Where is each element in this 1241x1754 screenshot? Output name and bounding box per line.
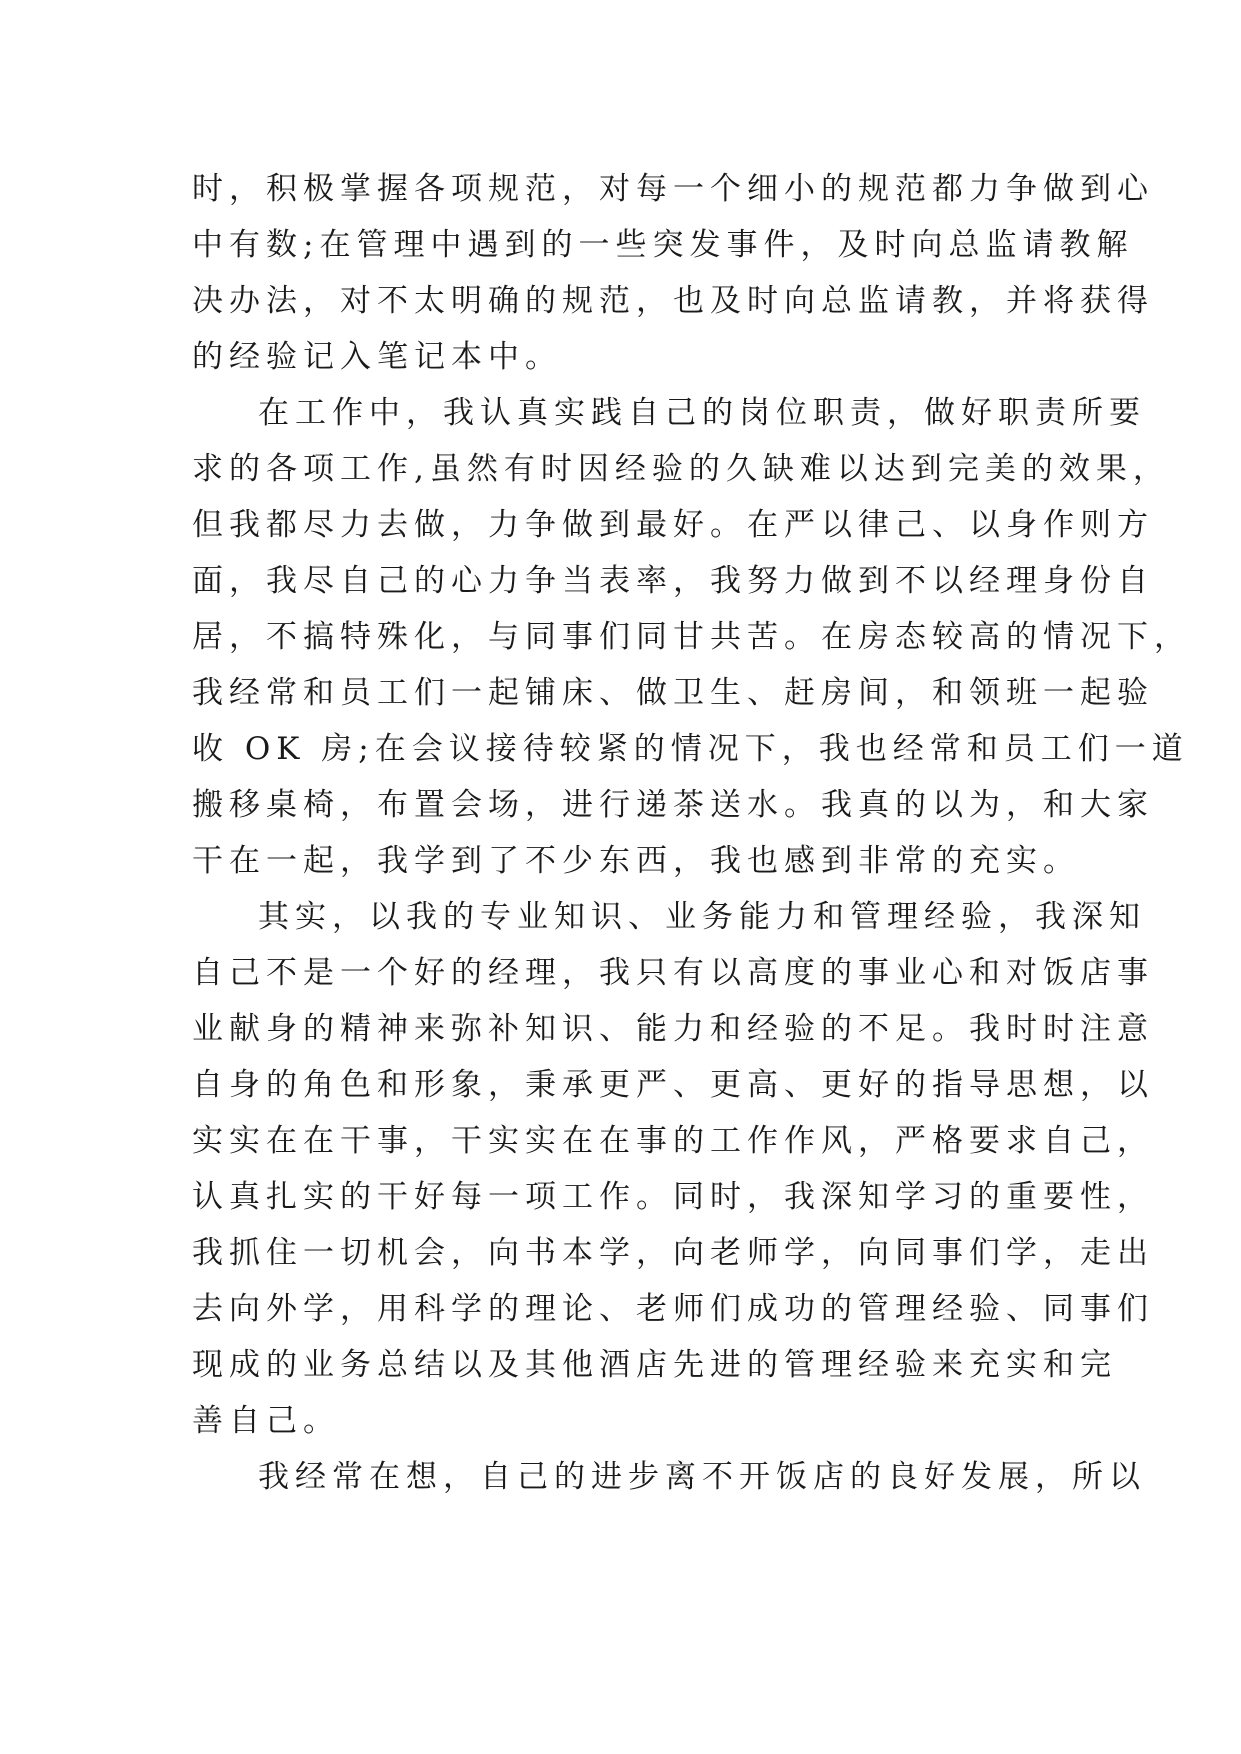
text-line: 但我都尽力去做，力争做到最好。在严以律己、以身作则方 xyxy=(192,507,1154,543)
text-line: 中有数;在管理中遇到的一些突发事件，及时向总监请教解 xyxy=(192,227,1134,263)
text-line: 时，积极掌握各项规范，对每一个细小的规范都力争做到心 xyxy=(192,171,1154,207)
text-line: 善自己。 xyxy=(192,1403,340,1439)
text-line: 居，不搞特殊化，与同事们同甘共苦。在房态较高的情况下， xyxy=(192,619,1191,655)
text-line: 业献身的精神来弥补知识、能力和经验的不足。我时时注意 xyxy=(192,1011,1154,1047)
text-line: 收 OK 房;在会议接待较紧的情况下，我也经常和员工们一道 xyxy=(192,731,1189,767)
text-line: 干在一起，我学到了不少东西，我也感到非常的充实。 xyxy=(192,843,1080,879)
text-line: 认真扎实的干好每一项工作。同时，我深知学习的重要性， xyxy=(192,1179,1154,1215)
text-line: 自己不是一个好的经理，我只有以高度的事业心和对饭店事 xyxy=(192,955,1154,991)
text-line: 决办法，对不太明确的规范，也及时向总监请教，并将获得 xyxy=(192,283,1154,319)
text-line: 求的各项工作,虽然有时因经验的久缺难以达到完美的效果， xyxy=(192,451,1170,487)
text-line: 实实在在干事，干实实在在事的工作作风，严格要求自己， xyxy=(192,1123,1154,1159)
text-line: 自身的角色和形象，秉承更严、更高、更好的指导思想，以 xyxy=(192,1067,1154,1103)
text-line: 面，我尽自己的心力争当表率，我努力做到不以经理身份自 xyxy=(192,563,1154,599)
body-text xyxy=(192,161,1191,1505)
text-line: 现成的业务总结以及其他酒店先进的管理经验来充实和完 xyxy=(192,1347,1117,1383)
text-line: 的经验记入笔记本中。 xyxy=(192,339,562,375)
text-line: 我经常和员工们一起铺床、做卫生、赶房间，和领班一起验 xyxy=(192,675,1154,711)
text-line: 搬移桌椅，布置会场，进行递茶送水。我真的以为，和大家 xyxy=(192,787,1154,823)
text-line: 去向外学，用科学的理论、老师们成功的管理经验、同事们 xyxy=(192,1291,1154,1327)
paragraph-first-line: 我经常在想，自己的进步离不开饭店的良好发展，所以 xyxy=(258,1459,1146,1495)
paragraph-first-line: 在工作中，我认真实践自己的岗位职责，做好职责所要 xyxy=(258,395,1146,431)
paragraph-first-line: 其实，以我的专业知识、业务能力和管理经验，我深知 xyxy=(258,899,1146,935)
text-line: 我抓住一切机会，向书本学，向老师学，向同事们学，走出 xyxy=(192,1235,1154,1271)
